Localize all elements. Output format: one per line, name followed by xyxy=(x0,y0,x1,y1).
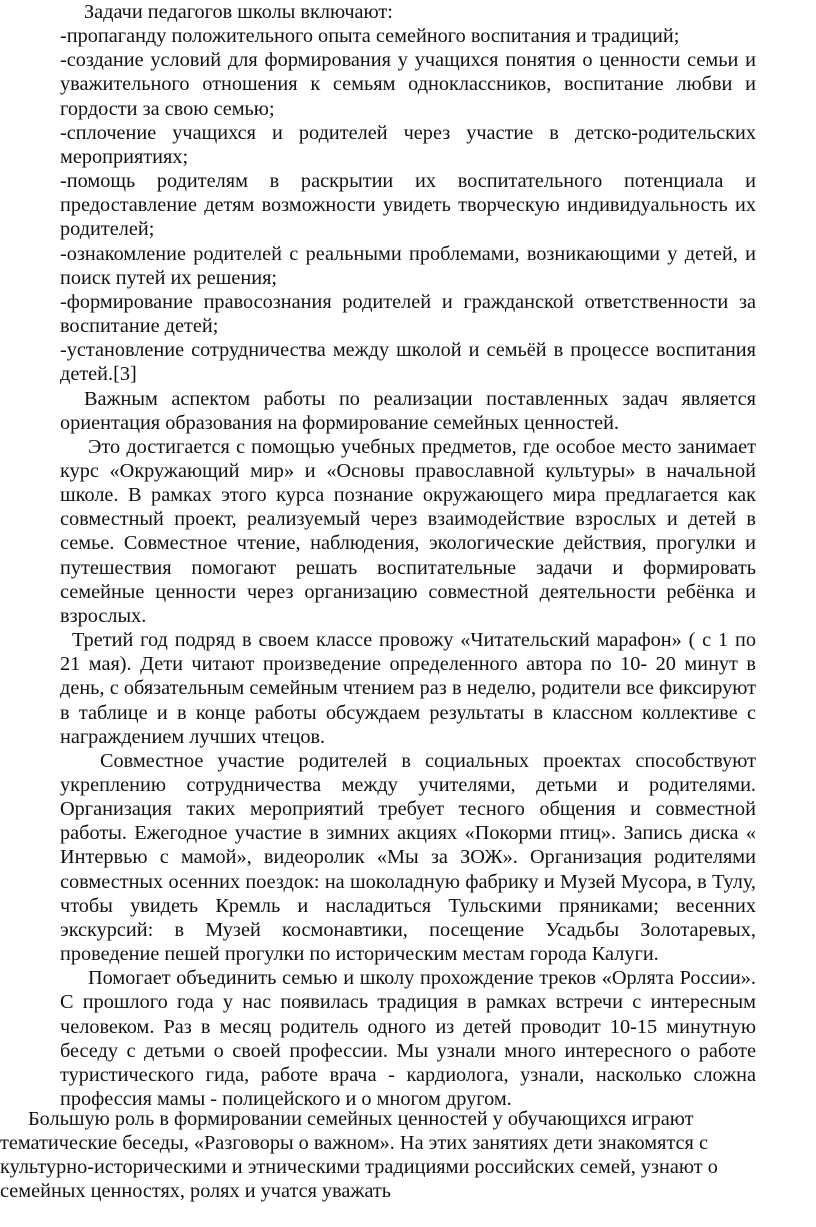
tail-line: культурно-историческими и этническими традициями российских семей, узнают о xyxy=(0,1156,718,1179)
paragraph-aspect: Важным аспектом работы по реализации поставленных задач является ориентация образования на формирование семейных ценностей. xyxy=(60,387,756,434)
task-item: -пропаганду положительного опыта семейного воспитания и традиций; xyxy=(60,25,680,48)
task-item: -ознакомление родителей с реальными проблемами, возникающими у детей, и поиск путей их решения; xyxy=(60,242,756,289)
tail-line: Большую роль в формировании семейных ценностей у обучающихся играют xyxy=(28,1108,694,1130)
task-item: -формирование правосознания родителей и гражданской ответственности за воспитание детей; xyxy=(60,290,756,338)
paragraph-eaglets: Помогает объединить семью и школу прохождение треков «Орлята России». С прошлого года у нас появилась традиция в рамках встречи с интересным человеком. Раз в месяц родитель одного из детей проводит 10-15 минутную беседу с детьми о своей профессии. Мы узнали много интересного о работе туристического гида, работе врача - кардиолога, узнали, насколько сложна профессия мамы - полицейского и о многом другом. xyxy=(60,967,756,1111)
document-tail xyxy=(0,1107,800,1204)
paragraph-reading-marathon: Третий год подряд в своем классе провожу «Читательский марафон» ( с 1 по 21 мая). Дети читают произведение определенного автора по 10- 20 минут в день, с обязательным семейным чтением раз в неделю, родители все фиксируют в таблице и в конце работы обсуждаем результаты в классном коллективе с награждением лучших чтецов. xyxy=(60,629,756,748)
paragraph-social-projects: Совместное участие родителей в социальных проектах способствуют укреплению сотрудничества между учителями, детьми и родителями. Организация таких мероприятий требует тесного общения и совместной работы. Ежегодное участие в зимних акциях «Покорми птиц». Запись диска « Интервью с мамой», видеоролик «Мы за ЗОЖ». Организация родителями совместных осенних поездок: на шоколадную фабрику и Музей Мусора, в Тулу, чтобы увидеть Кремль и насладиться Тульскими пряниками; весенних экскурсий: в Музей космонавтики, посещение Усадьбы Золотаревых, проведение пешей прогулки по историческим местам города Калуги. xyxy=(60,749,756,966)
tail-line: тематические беседы, «Разговоры о важном». На этих занятиях дети знакомятся с xyxy=(0,1132,708,1155)
task-item: -сплочение учащихся и родителей через участие в детско-родительских мероприятиях; xyxy=(60,121,756,168)
task-item: -установление сотрудничества между школой и семьёй в процессе воспитания детей.[3] xyxy=(60,339,756,386)
task-item: -помощь родителям в раскрытии их воспитательного потенциала и предоставление детям возможности увидеть творческую индивидуальность их родителей; xyxy=(60,170,756,241)
document-body xyxy=(60,0,756,1111)
tail-line: семейных ценностях, ролях и учатся уважать xyxy=(0,1180,392,1203)
task-item: -создание условий для формирования у учащихся понятия о ценности семьи и уважительного отношения к семьям одноклассников, воспитание любви и гордости за свою семью; xyxy=(60,49,756,120)
paragraph-subjects: Это достигается с помощью учебных предметов, где особое место занимает курс «Окружающий мир» и «Основы православной культуры» в начальной школе. В рамках этого курса познание окружающего мира предлагается как совместный проект, реализуемый через взаимодействие взрослых и детей в семье. Совместное чтение, наблюдения, экологические действия, прогулки и путешествия помогают решать воспитательные задачи и формировать семейные ценности через организацию совместной деятельности ребёнка и взрослых. xyxy=(60,435,756,627)
tasks-heading: Задачи педагогов школы включают: xyxy=(84,1,393,23)
